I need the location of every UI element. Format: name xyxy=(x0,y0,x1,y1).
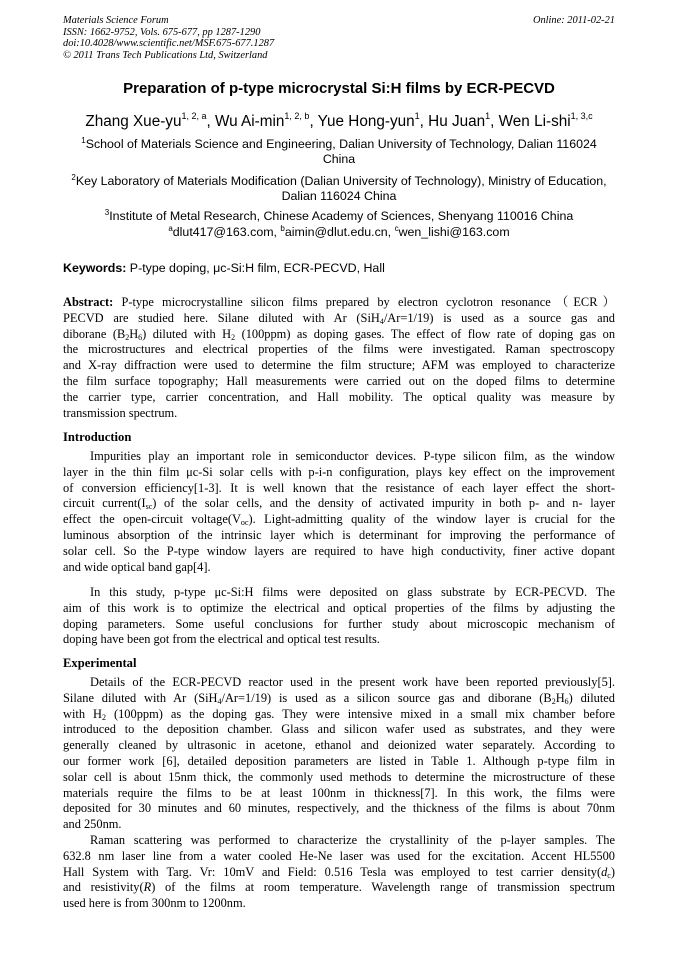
affiliation-mark: 3 xyxy=(104,208,110,217)
author-affil-mark: 1, 2, a xyxy=(181,111,207,121)
doi: doi:10.4028/www.scientific.net/MSF.675-677.1287 xyxy=(63,38,275,49)
section-heading-experimental: Experimental xyxy=(63,656,137,670)
experimental-paragraph-1: Details of the ECR-PECVD reactor used in the present work have been reported previously[5]. Silane diluted with Ar (SiH$_4$/Ar=1/19) is used as a silicon source gas and diborane $(B_2H_6)$ diluted with $H_2$ (100ppm) as the doping gas. They were intensive mixed in a small mix chamber before introduced to the deposition chamber. Glass and silicon wafer used as substrates, and they were generally cleaned by ultrasonic in acetone, ethanol and deionized water separately. According to our former work [6], detailed deposition parameters are listed in Table 1. Although p-type film in solar cell is about 15nm thick, the commonly used methods to determine the microstructure of these materials require the films to be at least 100nm in thickness[7]. In this work, the films were deposited for 30 minutes and 60 minutes, respectively, and the thickness of the films is about 70nm and 250nm. xyxy=(63,675,615,832)
journal-name: Materials Science Forum xyxy=(63,15,169,26)
affiliation-2: $^2$Key Laboratory of Materials Modification (Dalian University of Technology), Ministry of Education, Dalian 116024 China xyxy=(71,173,607,203)
author-affil-mark: 1, 3,c xyxy=(570,111,593,121)
issn: ISSN: 1662-9752, Vols. 675-677, pp 1287-1290 xyxy=(63,26,261,38)
introduction-paragraph-1: Impurities play an important role in semiconductor devices. P-type silicon film, as the window layer in the thin film μc-Si solar cells with p-i-n configuration, plays key effect on the improvement of conversion efficiency[1-3]. It is well known that the resistance of each layer effect the short- circuit $current(I_{sc})$ of the solar cells, and the density of activated impurity in both p- and n- layer effect the open-circuit $voltage(V_{oc})$. Light-admitting quality of the window layer is crucial for the luminous absorption of the intrinsic layer which is determinant for improving the performance of solar cell. So the P-type window layers are required to have high conductivity, finer active dopant and wide optical band gap[4]. xyxy=(63,449,615,574)
author-name: Yue Hong-yun xyxy=(317,113,415,130)
author-name: Wen Li-shi xyxy=(498,113,571,130)
author-list: Zhang Xue-yu$^{1, 2, a}$, Wu $Ai-\min^{1, 2, b}$, Yue Hong-yun$^1$, Hu Juan$^1$, Wen Li-shi$^{1, 3,c}$ xyxy=(85,111,593,130)
introduction-paragraph-2: In this study, p-type μc-Si:H films were deposited on glass substrate by ECR-PECVD. The aim of this work is to optimize the electrical and optical properties of the films by adjusting the doping parameters. Some useful conclusions for further study about microscopic mechanism of doping have been got from the electrical and optical test results. xyxy=(63,585,615,647)
author-emails: $^a$dlut417@163.com, $^b$aimin@dlut.edu.cn, $^c$wen_lishi@163.com xyxy=(168,224,510,239)
author-affil-mark: 1 xyxy=(485,111,491,121)
keywords xyxy=(63,261,615,276)
running-header xyxy=(63,15,615,61)
paper-title: Preparation of p-type microcrystal Si:H films by ECR-PECVD xyxy=(123,80,555,97)
keywords-text: P-type doping, μc-Si:H film, ECR-PECVD, Hall xyxy=(126,261,385,275)
keywords-label: Keywords: xyxy=(63,261,127,275)
email-link: wen_lishi@163.com xyxy=(398,225,510,239)
author-name: Hu Juan xyxy=(428,113,486,130)
affiliation-mark: 2 xyxy=(71,173,76,182)
online-date: Online: 2011-02-21 xyxy=(532,15,615,26)
experimental-paragraph-2: Raman scattering was performed to characterize the crystallinity of the p-layer samples. The 632.8 nm laser line from a water cooled He-Ne laser was used for the excitation. Accent HL5500 Hall System with Targ. Vr: 10mV and Field: 0.516 Tesla was employed to test carrier $density(d_c)$ and resistivity(R) of the films at room temperature. Wavelength range of transmission spectrum used here is from 300nm to 1200nm. xyxy=(63,833,615,911)
copyright: © 2011 Trans Tech Publications Ltd, Switzerland xyxy=(63,49,268,61)
email-link: aimin@dlut.edu.cn, xyxy=(284,225,395,239)
author-affil-mark: 1, 2, b xyxy=(284,111,310,121)
author-name: Wu Ai-min xyxy=(214,113,285,130)
author-name: Zhang Xue-yu xyxy=(85,113,182,130)
section-heading-introduction: Introduction xyxy=(63,430,132,444)
abstract: Abstract: P-type microcrystalline silicon films prepared by electron cyclotron resonance（ECR） PECVD are studied here. Silane diluted with Ar (SiH$_4$/Ar=1/19) is used as a source gas and diborane $(B_2H_6)$ diluted with $H_2$ (100ppm) as doping gases. The effect of flow rate of doping gas on the microstructures and electrical properties of the films were investigated. Raman spectroscopy and X-ray diffraction were used to determine the film structure; AFM was employed to characterize the film surface topography; Hall measurements were carried out on the doped films to determine the carrier type, carrier concentration, and Hall mobility. The optical quality was measure by transmission spectrum. xyxy=(63,295,616,420)
affiliation-1: $^1$School of Materials Science and Engineering, Dalian University of Technology, Dalian 116024 China xyxy=(81,136,597,166)
affiliation-3: $^3$Institute of Metal Research, Chinese Academy of Sciences, Shenyang 110016 China xyxy=(104,208,574,223)
author-affil-mark: 1 xyxy=(414,111,420,121)
affiliation-mark: 1 xyxy=(81,136,86,145)
abstract-label: Abstract: xyxy=(63,295,114,309)
email-link: dlut417@163.com, xyxy=(172,225,281,239)
